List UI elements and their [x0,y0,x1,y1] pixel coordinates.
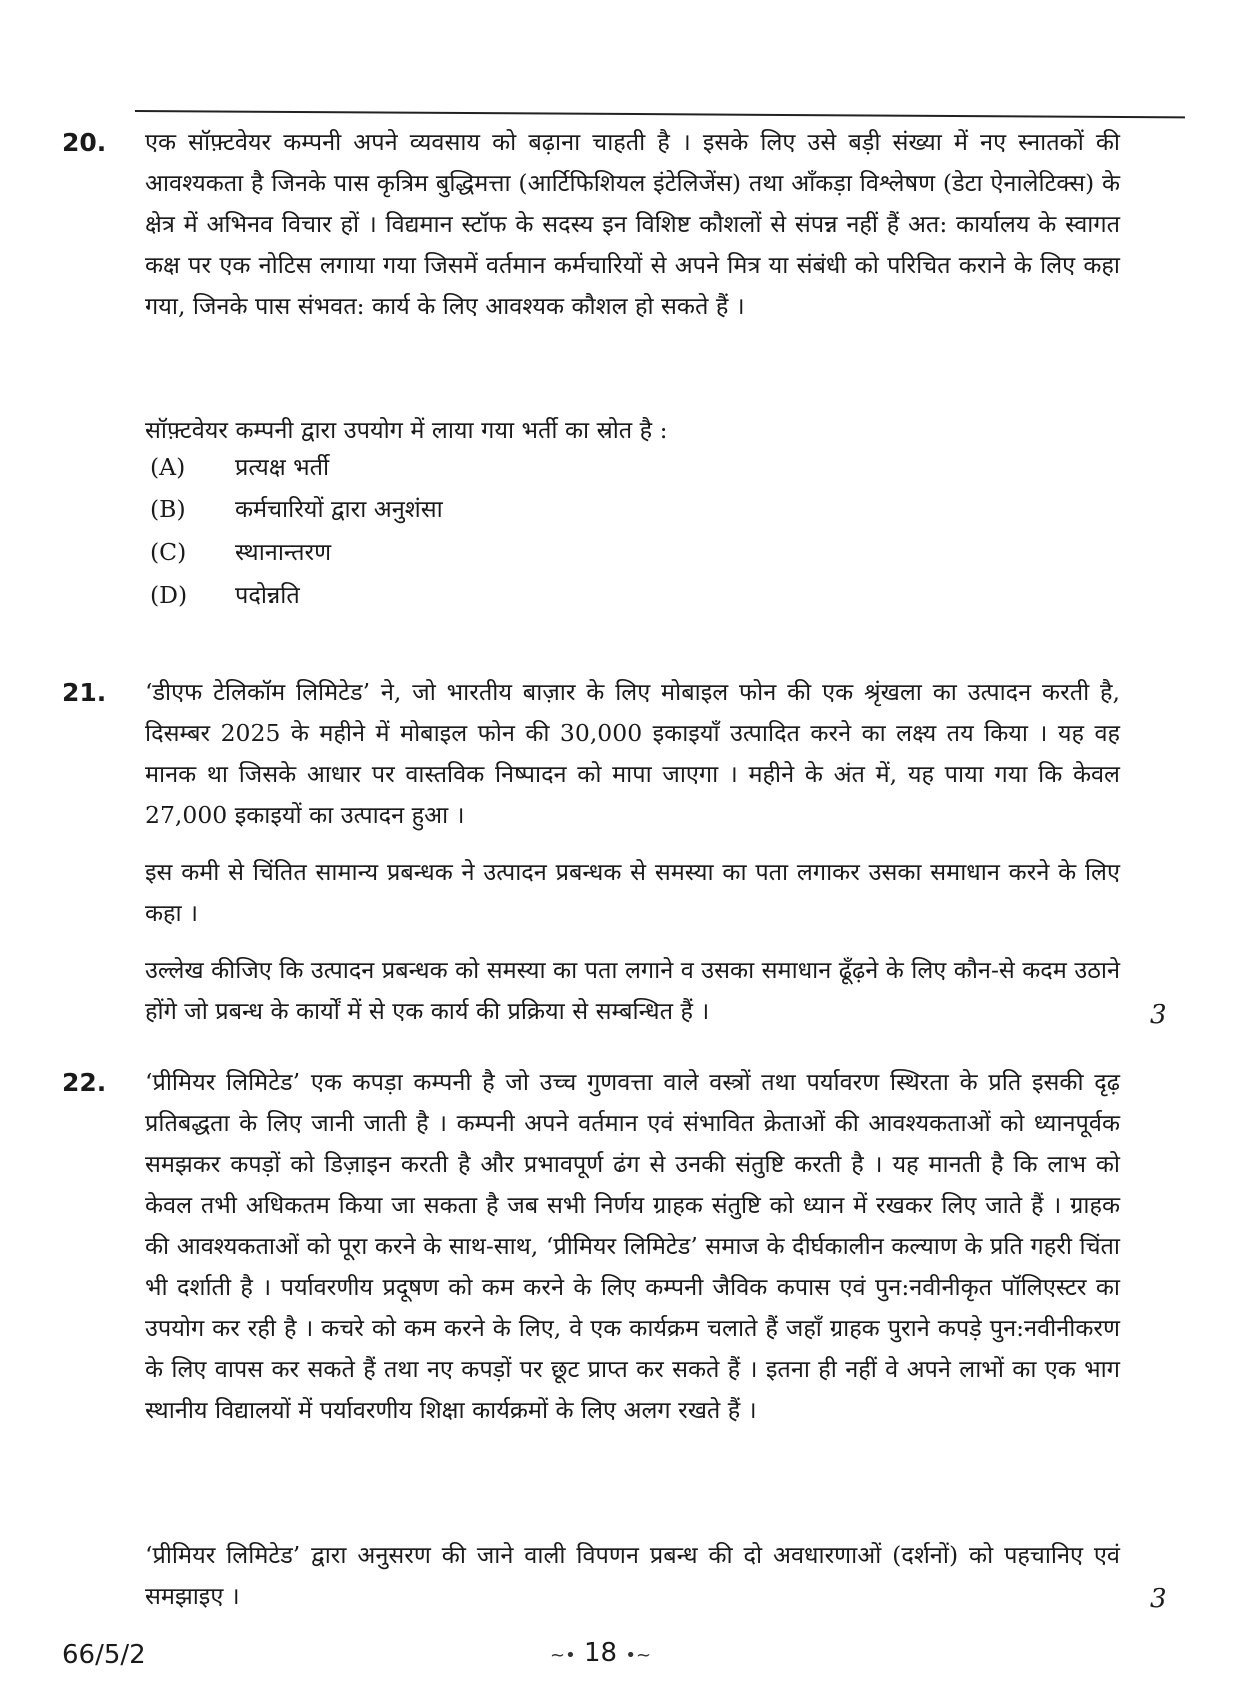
option-a-text: प्रत्यक्ष भर्ती [235,453,330,481]
paper-code: 66/5/2 [62,1640,146,1670]
question-21-marks: 3 [1150,1000,1167,1030]
question-21-number: 21. [62,678,107,707]
page-number-ornament-left: ~• [550,1645,576,1666]
option-d [150,576,300,614]
page-number-value: 18 [583,1638,618,1668]
page-number [550,1638,651,1668]
option-c [150,533,331,571]
option-c-text: स्थानान्तरण [235,538,332,566]
option-d-text: पदोन्नति [235,581,300,609]
question-22-number: 22. [62,1068,107,1097]
question-21-passage: ‘डीएफ टेलिकॉम लिमिटेड’ ने, जो भारतीय बाज़ार के लिए मोबाइल फोन की एक श्रृंखला का उत्पादन करती है, दिसम्बर 2025 के महीने में मोबाइल फोन की 30,000 इकाइयाँ उत्पादित करने का लक्ष्य तय किया । यह वह मानक था जिसके आधार पर वास्तविक निष्पादन को मापा जाएगा । महीने के अंत में, यह पाया गया कि केवल 27,000 इकाइयों का उत्पादन हुआ । [145,678,1120,829]
option-c-label: (C) [150,538,187,566]
question-22-passage: ‘प्रीमियर लिमिटेड’ एक कपड़ा कम्पनी है जो उच्च गुणवत्ता वाले वस्त्रों तथा पर्यावरण स्थिरता के प्रति इसकी दृढ़ प्रतिबद्धता के लिए जानी जाती है । कम्पनी अपने वर्तमान एवं संभावित क्रेताओं की आवश्यकताओं को ध्यानपूर्वक समझकर कपड़ों को डिज़ाइन करती है और प्रभावपूर्ण ढंग से उनकी संतुष्टि करती है । यह मानती है कि लाभ को केवल तभी अधिकतम किया जा सकता है जब सभी निर्णय ग्राहक संतुष्टि को ध्यान में रखकर लिए जाते हैं । ग्राहक की आवश्यकताओं को पूरा करने के साथ-साथ, ‘प्रीमियर लिमिटेड’ समाज के दीर्घकालीन कल्याण के प्रति गहरी चिंता भी दर्शाती है । पर्यावरणीय प्रदूषण को कम करने के लिए कम्पनी जैविक कपास एवं पुन:नवीनीकृत पॉलिएस्टर का उपयोग कर रही है । कचरे को कम करने के लिए, वे एक कार्यक्रम चलाते हैं जहाँ ग्राहक पुराने कपड़े पुन:नवीनीकरण के लिए वापस कर सकते हैं तथा नए कपड़ों पर छूट प्राप्त कर सकते हैं । इतना ही नहीं वे अपने लाभों का एक भाग स्थानीय विद्यालयों में पर्यावरणीय शिक्षा कार्यक्रमों के लिए अलग रखते हैं । [145,1068,1120,1424]
question-21-passage-2: इस कमी से चिंतित सामान्य प्रबन्धक ने उत्पादन प्रबन्धक से समस्या का पता लगाकर उसका समाधान करने के लिए कहा । [145,858,1120,927]
option-b-text: कर्मचारियों द्वारा अनुशंसा [235,495,443,523]
top-rule [135,110,1185,118]
option-a [150,448,329,486]
question-21-prompt: उल्लेख कीजिए कि उत्पादन प्रबन्धक को समस्या का पता लगाने व उसका समाधान ढूँढ़ने के लिए कौन-से कदम उठाने होंगे जो प्रबन्ध के कार्यों में से एक कार्य की प्रक्रिया से सम्बन्धित हैं । [145,956,1120,1025]
question-20-number: 20. [62,128,107,157]
option-b [150,490,443,528]
question-20-prompt: सॉफ़्टवेयर कम्पनी द्वारा उपयोग में लाया गया भर्ती का स्रोत है : [145,416,668,444]
page-number-ornament-right: •~ [625,1645,652,1666]
option-d-label: (D) [150,581,188,609]
option-a-label: (A) [150,453,186,481]
question-20-passage: एक सॉफ़्टवेयर कम्पनी अपने व्यवसाय को बढ़ाना चाहती है । इसके लिए उसे बड़ी संख्या में नए स्नातकों की आवश्यकता है जिनके पास कृत्रिम बुद्धिमत्ता (आर्टिफिशियल इंटेलिजेंस) तथा आँकड़ा विश्लेषण (डेटा ऐनालेटिक्स) के क्षेत्र में अभिनव विचार हों । विद्यमान स्टॉफ के सदस्य इन विशिष्ट कौशलों से संपन्न नहीं हैं अत: कार्यालय के स्वागत कक्ष पर एक नोटिस लगाया गया जिसमें वर्तमान कर्मचारियों से अपने मित्र या संबंधी को परिचित कराने के लिए कहा गया, जिनके पास संभवत: कार्य के लिए आवश्यक कौशल हो सकते हैं । [145,128,1120,320]
question-22-prompt: ‘प्रीमियर लिमिटेड’ द्वारा अनुसरण की जाने वाली विपणन प्रबन्ध की दो अवधारणाओं (दर्शनों) को पहचानिए एवं समझाइए । [145,1541,1120,1610]
question-22-marks: 3 [1150,1584,1167,1614]
option-b-label: (B) [150,495,186,523]
